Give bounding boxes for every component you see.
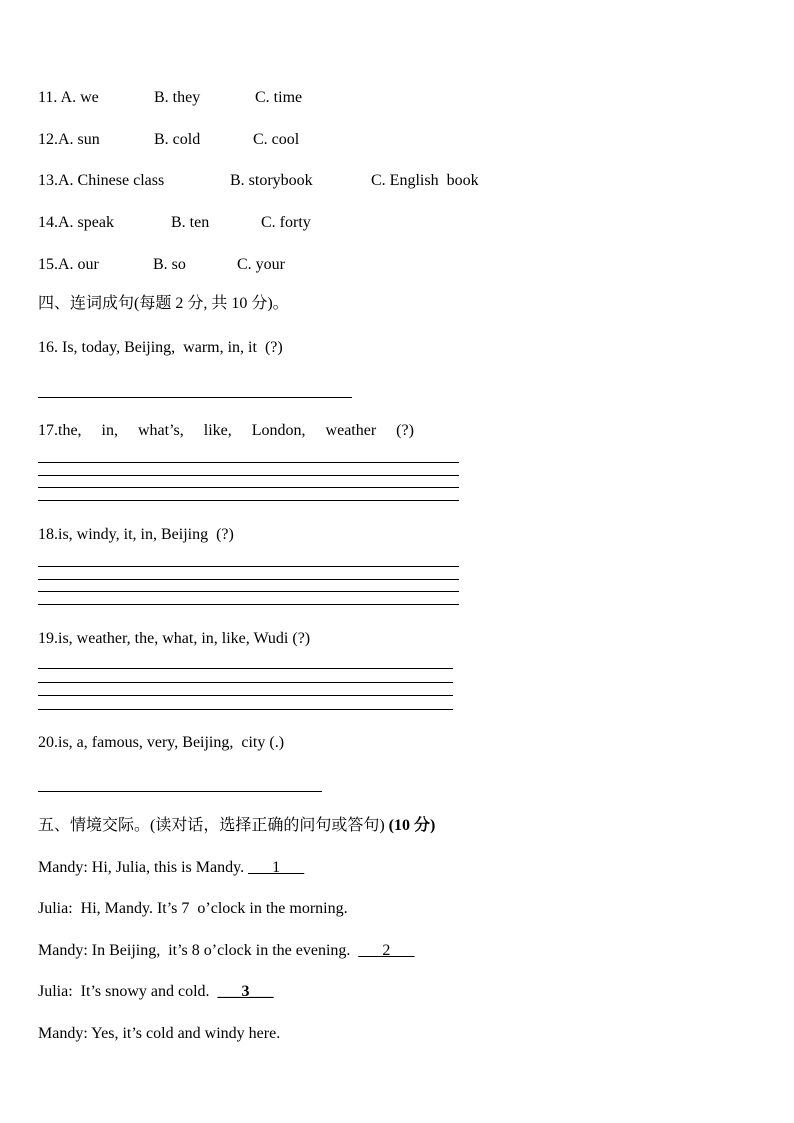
q13-option-a: 13.A. Chinese class — [38, 172, 165, 189]
answer-line[interactable] — [38, 682, 453, 683]
q14-option-a: 14.A. speak — [38, 214, 114, 231]
question-18: 18.is, windy, it, in, Beijing (?) — [38, 526, 234, 543]
section-5-heading — [38, 816, 435, 836]
q15-option-b: B. so — [153, 256, 186, 273]
q13-option-b: B. storybook — [230, 172, 313, 189]
blank-3[interactable]: ___3___ — [217, 983, 274, 1000]
q12-option-b: B. cold — [154, 131, 201, 148]
answer-line[interactable] — [38, 695, 453, 696]
section-5-title: 五、情境交际。(读对话，选择正确的问句或答句) — [38, 817, 385, 834]
answer-line[interactable] — [38, 566, 459, 567]
q11-option-a: 11. A. we — [38, 89, 99, 106]
q11-option-c: C. time — [255, 89, 303, 106]
section-4-heading: 四、连词成句(每题 2 分, 共 10 分)。 — [38, 295, 289, 312]
question-19: 19.is, weather, the, what, in, like, Wudi (?) — [38, 630, 311, 647]
q12-option-a: 12.A. sun — [38, 131, 100, 148]
dialogue-line-1: Mandy: Hi, Julia, this is Mandy. ___1___ — [38, 859, 305, 876]
dialogue-line-4: Julia: It’s snowy and cold. ___3___ — [38, 983, 274, 1000]
answer-line[interactable] — [38, 487, 459, 488]
answer-line-20[interactable] — [38, 791, 322, 792]
answer-line[interactable] — [38, 579, 459, 580]
blank-2[interactable]: ___2___ — [358, 942, 415, 959]
q14-option-b: B. ten — [171, 214, 210, 231]
section-5-points: (10 分) — [384, 817, 436, 834]
question-17: 17.the, in, what’s, like, London, weather (?) — [38, 422, 414, 439]
answer-line[interactable] — [38, 668, 453, 669]
dialogue-line-5: Mandy: Yes, it’s cold and windy here. — [38, 1025, 281, 1042]
q13-option-c: C. English book — [371, 172, 479, 189]
blank-1[interactable]: ___1___ — [248, 859, 305, 876]
question-20: 20.is, a, famous, very, Beijing, city (.) — [38, 734, 285, 751]
answer-line[interactable] — [38, 604, 459, 605]
answer-line[interactable] — [38, 591, 459, 592]
q11-option-b: B. they — [154, 89, 201, 106]
answer-line[interactable] — [38, 709, 453, 710]
q12-option-c: C. cool — [253, 131, 300, 148]
q15-option-a: 15.A. our — [38, 256, 99, 273]
answer-line[interactable] — [38, 462, 459, 463]
q14-option-c: C. forty — [261, 214, 311, 231]
question-16: 16. Is, today, Beijing, warm, in, it (?) — [38, 339, 283, 356]
dialogue-line-2: Julia: Hi, Mandy. It’s 7 o’clock in the morning. — [38, 900, 348, 917]
dialogue-line-3: Mandy: In Beijing, it’s 8 o’clock in the evening. ___2___ — [38, 942, 415, 959]
answer-line-16[interactable] — [38, 397, 352, 398]
answer-line[interactable] — [38, 475, 459, 476]
answer-line[interactable] — [38, 500, 459, 501]
q15-option-c: C. your — [237, 256, 285, 273]
